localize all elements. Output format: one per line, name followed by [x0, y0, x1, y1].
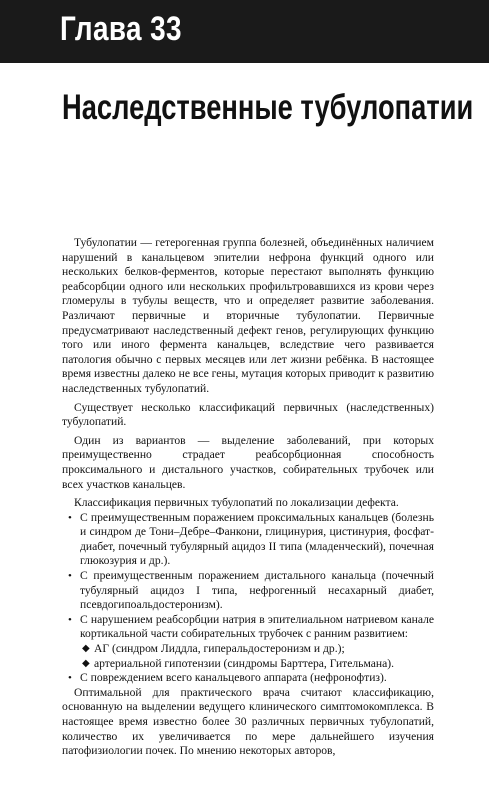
bullet-icon: • — [68, 613, 72, 626]
bullet-icon: • — [68, 672, 72, 685]
list-item-text: С нарушением реабсорбции натрия в эпителиальном натриевом канале кортикальной части собирательных трубочек с ранним развитием: — [80, 612, 434, 641]
diamond-bullet-icon: ◆ — [82, 657, 90, 669]
sub-list-item-text: артериальной гипотензии (синдромы Барттера, Гительмана). — [94, 656, 394, 670]
page-title: Наследственные тубулопатии — [62, 88, 474, 127]
chapter-header-band — [0, 0, 489, 63]
list-item-text: С преимущественным поражением дистального канальца (почечный тубулярный ацидоз I типа, нефрогенный несахарный диабет, псевдогипоальдостеронизм). — [80, 569, 434, 612]
paragraph-3: Один из вариантов — выделение заболеваний, при которых преимущественно страдает реабсорбционная способность проксимального и дистального участков, собирательных трубочек или всех участков канальцев. — [62, 433, 434, 491]
paragraph-5: Оптимальной для практического врача считают классификацию, основанную на выделении ведущего клинического симптомокомплекса. В настоящее время известно более 30 различных первичных тубулопатий, количество их увеличивается по мере дальнейшего изучения патофизиологии почек. По мнению некоторых авторов, — [62, 685, 434, 758]
list-item — [62, 569, 434, 613]
paragraph-1: Тубулопатии — гетерогенная группа болезней, объединённых наличием нарушений в канальцевом эпителии нефрона функций одного или нескольких белков-ферментов, которые перестают выполнять функцию реабсорбции одного или нескольких профильтровавшихся из крови через гломерулы в тубулы веществ, что и определяет развитие заболевания. Различают первичные и вторичные тубулопатии. Первичные предусматривают наследственный дефект генов, регулирующих функцию того или иного фермента канальцев, вследствие чего развивается патология обычно с первых месяцев или лет жизни ребёнка. В настоящее время известны далеко не все гены, мутация которых приводит к развитию наследственных тубулопатий. — [62, 236, 434, 395]
sub-list-item-text: АГ (синдром Лиддла, гиперальдостеронизм и др.); — [94, 642, 345, 656]
paragraph-2: Существует несколько классификаций первичных (наследственных) тубулопатий. — [62, 400, 434, 429]
classification-list — [62, 511, 434, 686]
list-item — [62, 671, 434, 686]
list-item — [62, 613, 434, 671]
paragraph-4: Классификация первичных тубулопатий по локализации дефекта. — [74, 496, 399, 510]
list-item-text: С повреждением всего канальцевого аппарата (нефронофтиз). — [80, 671, 387, 685]
list-item — [62, 511, 434, 569]
chapter-label: Глава 33 — [60, 10, 182, 48]
sub-list-item — [80, 642, 434, 657]
diamond-bullet-icon: ◆ — [82, 643, 90, 655]
sub-list — [80, 642, 434, 671]
bullet-icon: • — [68, 511, 72, 524]
sub-list-item — [80, 657, 434, 672]
body-text — [62, 236, 434, 759]
bullet-icon: • — [68, 570, 72, 583]
list-item-text: С преимущественным поражением проксимальных канальцев (болезнь и синдром де Тони–Дебре–Фанкони, глицинурия, цистинурия, фосфат-диабет, почечный тубулярный ацидоз II типа (младенческий), почечная глюкозурия и др.). — [80, 510, 434, 568]
